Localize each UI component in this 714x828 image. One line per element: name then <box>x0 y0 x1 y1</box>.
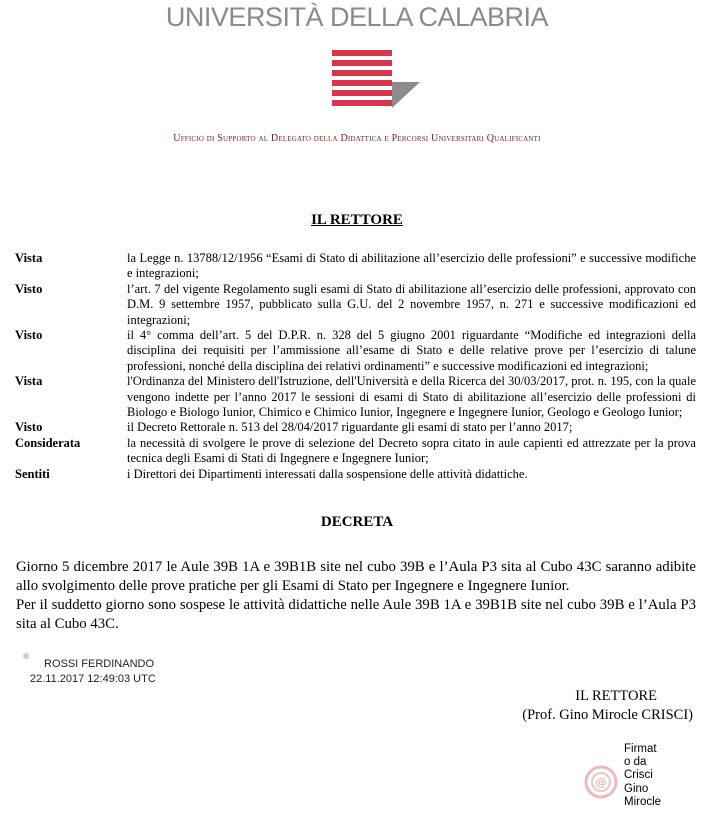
office-name: Ufficio di Supporto al Delegato della Didattica e Percorsi Universitari Qualificanti <box>173 133 541 144</box>
premise-text: l’art. 7 del vigente Regolamento sugli esami di Stato di abilitazione all’esercizio delle professioni, approvato con D.M. 9 settembre 1957, pubblicato sulla G.U. del 2 novembre 1957, n. 271 e successive modificazioni ed integrazioni; <box>127 281 696 327</box>
document-title: IL RETTORE <box>311 212 403 228</box>
premise-text: l'Ordinanza del Ministero dell'Istruzione, dell'Università e della Ricerca del 30/03/2017, prot. n. 195, con la quale vengono indette per l’anno 2017 le sessioni di esami di Stato di abilitazione all’esercizio delle professioni di Biologo e Biologo Iunior, Chimico e Chimico Iunior, Ingegnere e Ingegnere Iunior, Geologo e Geologo Iunior; <box>127 374 696 420</box>
rector-role: IL RETTORE <box>575 688 657 704</box>
digital-seal-icon <box>584 765 618 799</box>
premise-row <box>15 328 696 374</box>
university-logo <box>332 50 420 108</box>
rector-signature <box>522 687 693 725</box>
signature-timestamp: 22.11.2017 12:49:03 UTC <box>30 673 156 685</box>
signed-by-text <box>624 743 694 809</box>
premise-term: Vista <box>15 374 43 389</box>
premise-term: Sentiti <box>15 466 50 481</box>
signer-name: ROSSI FERDINANDO <box>44 658 155 670</box>
decreta-heading: DECRETA <box>320 514 394 530</box>
premise-row <box>15 374 696 420</box>
premise-term: Considerata <box>15 435 81 450</box>
svg-text:@: @ <box>595 776 607 789</box>
decree-paragraph: Per il suddetto giorno sono sospese le attività didattiche nelle Aule 39B 1A e 39B1B site nel cubo 39B e l’Aula P3 sita al Cubo 43C. <box>16 597 696 632</box>
premise-row <box>15 282 696 328</box>
decree-paragraph: Giorno 5 dicembre 2017 le Aule 39B 1A e 39B1B site nel cubo 39B e l’Aula P3 sita al Cubo 43C saranno adibite allo svolgimento delle prove pratiche per gli Esami di Stato per Ingegnere e Ingegnere Iunior. <box>16 559 696 594</box>
rector-name: (Prof. Gino Mirocle CRISCI) <box>522 707 693 723</box>
signed-by-line: Firmat <box>624 743 657 755</box>
signed-by-line: Mirocle <box>624 795 662 808</box>
signed-by-line: Gino <box>624 782 649 795</box>
premises-list <box>15 251 696 482</box>
signed-by-line: o da <box>624 756 647 769</box>
premise-text: il Decreto Rettorale n. 513 del 28/04/2017 riguardante gli esami di stato per l’anno 2017; <box>127 420 573 435</box>
premise-term: Vista <box>15 251 43 265</box>
signed-by-line: Crisci <box>624 769 653 782</box>
digital-signature-icon <box>22 652 30 660</box>
premise-row <box>15 467 696 482</box>
premise-text: la Legge n. 13788/12/1956 “Esami di Stato di abilitazione all’esercizio delle professioni” e successive modifiche e integrazioni; <box>127 251 696 281</box>
premise-row <box>15 420 696 435</box>
premise-term: Visto <box>15 281 43 296</box>
digital-signature-block <box>30 657 156 687</box>
premise-text: la necessità di svolgere le prove di selezione del Decreto sopra citato in aule capienti ed attrezzate per la prova tecnica degli Esami di Stati di Ingegnere e Ingegnere Iunior; <box>127 435 696 466</box>
premise-term: Visto <box>15 420 43 435</box>
decree-body <box>16 558 696 634</box>
premise-row <box>15 251 696 282</box>
premise-text: il 4° comma dell’art. 5 del D.P.R. n. 328 del 5 giugno 2001 riguardante “Modifiche ed integrazioni della disciplina dei requisiti per l’ammissione all’esame di Stato e delle relative prove per l’esercizio di talune professioni, nonché della disciplina dei relativi ordinamenti” e successive modificazioni ed integrazioni; <box>127 328 696 373</box>
premise-row <box>15 436 696 467</box>
premise-text: i Direttori dei Dipartimenti interessati dalla sospensione delle attività didattiche. <box>127 466 528 481</box>
premise-term: Visto <box>15 328 43 343</box>
university-name: UNIVERSITÀ DELLA CALABRIA <box>165 2 549 32</box>
